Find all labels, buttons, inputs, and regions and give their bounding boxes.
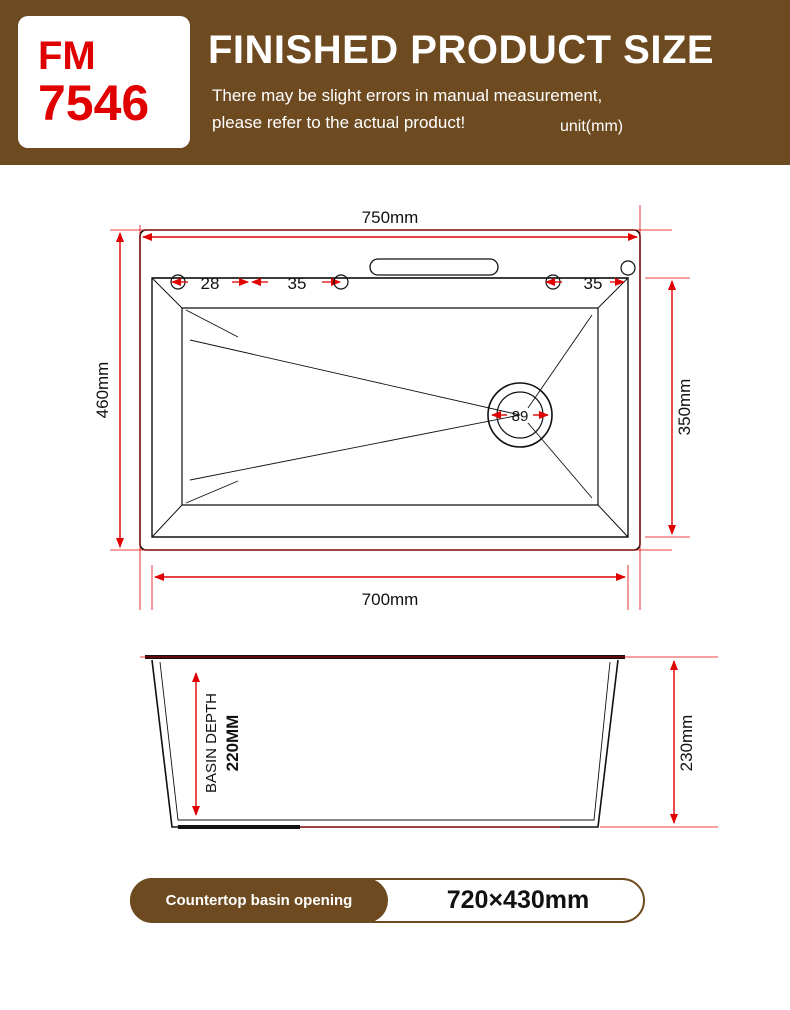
hole-spacing-label-3: 35 [583,274,603,293]
cutout-label: Countertop basin opening [130,878,388,923]
measurement-note-line2: please refer to the actual product! [212,113,466,132]
model-prefix: FM [38,34,96,78]
model-number: 7546 [38,75,150,131]
hole-spacing-label-2: 35 [287,274,307,293]
slope-line-6 [186,481,238,503]
faucet-slot [370,259,498,275]
drain-diameter-label: 89 [511,408,529,425]
slope-line-1 [190,340,520,415]
slope-line-2 [190,415,520,480]
cutout-value: 720×430mm [446,886,590,914]
overall-width-label: 750mm [361,208,419,227]
technical-drawing [0,165,790,865]
inner-width-label: 700mm [361,590,419,609]
taper-bl [152,505,182,537]
page-title: FINISHED PRODUCT SIZE [208,28,715,72]
hole-spacing-label-1: 28 [200,274,220,293]
basin-depth-value: 220MM [223,714,242,772]
overall-height-label: 460mm [93,361,112,419]
side-view-group [140,657,718,827]
accessory-hole [621,261,635,275]
unit-label: unit(mm) [560,118,624,135]
side-body-outline [152,660,618,827]
measurement-note-line1: There may be slight errors in manual measurement, [212,86,603,105]
bowl-outline [152,278,628,537]
overall-depth-label: 230mm [677,714,696,772]
footer-spec-bar [130,878,645,923]
model-badge [18,16,190,148]
header-banner [0,0,790,165]
top-view-group [93,205,694,610]
bowl-bottom [182,308,598,505]
slope-line-5 [186,310,238,337]
basin-depth-label: BASIN DEPTH [203,692,220,794]
inner-height-label: 350mm [675,378,694,436]
slope-line-3 [528,315,592,408]
taper-br [598,505,628,537]
slope-line-4 [528,423,592,498]
